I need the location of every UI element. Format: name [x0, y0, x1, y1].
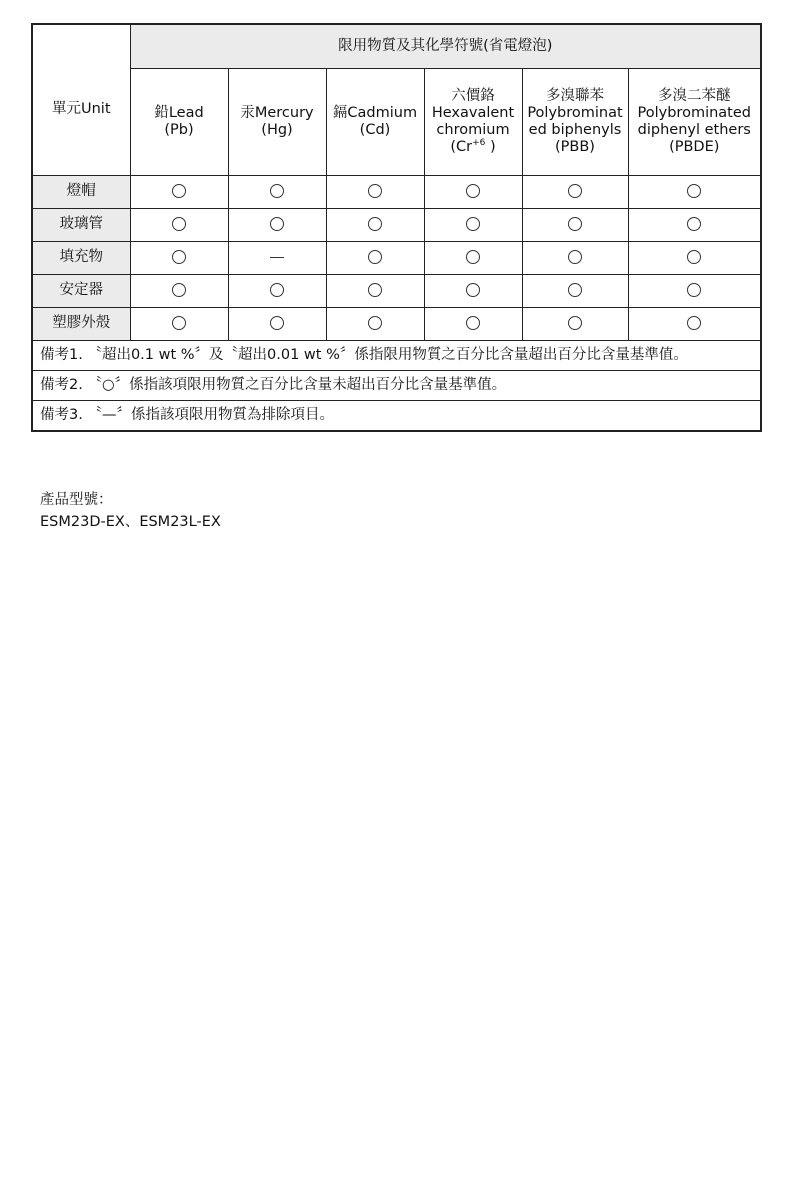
table-body	[32, 175, 761, 340]
column-header-lead: 鉛Lead (Pb)	[130, 68, 228, 175]
dash-mark	[270, 257, 284, 258]
value-cell	[522, 241, 628, 274]
table-row	[32, 175, 761, 208]
circle-mark	[466, 316, 480, 330]
circle-mark	[466, 184, 480, 198]
product-model-numbers: ESM23D-EX、ESM23L-EX	[40, 514, 221, 530]
circle-mark	[172, 184, 186, 198]
column-header-pbde: 多溴二苯醚 Polybrominated diphenyl ethers (PBDE)	[628, 68, 761, 175]
value-cell	[228, 274, 326, 307]
value-cell	[130, 274, 228, 307]
circle-mark	[172, 316, 186, 330]
value-cell	[228, 175, 326, 208]
table-row	[32, 307, 761, 340]
circle-mark	[172, 283, 186, 297]
circle-mark	[368, 250, 382, 264]
value-cell	[228, 208, 326, 241]
value-cell	[628, 274, 761, 307]
value-cell	[130, 208, 228, 241]
restricted-substances-table	[31, 23, 762, 432]
circle-mark	[270, 316, 284, 330]
circle-mark	[687, 250, 701, 264]
value-cell	[424, 241, 522, 274]
value-cell	[424, 208, 522, 241]
value-cell	[326, 274, 424, 307]
note-3: 備考3. 〝—〞係指該項限用物質為排除項目。	[32, 400, 761, 431]
value-cell	[628, 208, 761, 241]
value-cell	[522, 307, 628, 340]
circle-mark	[368, 184, 382, 198]
circle-mark	[172, 250, 186, 264]
circle-mark	[270, 217, 284, 231]
product-model-label: 產品型號：	[40, 492, 113, 508]
value-cell	[628, 241, 761, 274]
value-cell	[628, 307, 761, 340]
column-header-cadmium: 鎘Cadmium (Cd)	[326, 68, 424, 175]
circle-mark	[270, 184, 284, 198]
value-cell	[522, 208, 628, 241]
value-cell	[326, 307, 424, 340]
circle-mark	[568, 316, 582, 330]
unit-cell: 安定器	[32, 274, 130, 307]
note-1: 備考1. 〝超出0.1 wt %〞及〝超出0.01 wt %〞係指限用物質之百分比含量超出百分比含量基準值。	[32, 340, 761, 370]
note-2: 備考2. 〝○〞係指該項限用物質之百分比含量未超出百分比含量基準值。	[32, 370, 761, 400]
circle-mark	[270, 283, 284, 297]
unit-cell: 燈帽	[32, 175, 130, 208]
table-row	[32, 274, 761, 307]
value-cell	[424, 307, 522, 340]
circle-mark	[368, 283, 382, 297]
product-model-block	[40, 489, 221, 533]
value-cell	[424, 175, 522, 208]
value-cell	[130, 241, 228, 274]
column-header-chromium: 六價鉻 Hexavalent chromium ($Cr^{+6}$ )	[424, 68, 522, 175]
rohs-declaration	[31, 23, 760, 432]
unit-header: 單元Unit	[32, 24, 130, 175]
circle-mark	[368, 316, 382, 330]
circle-mark	[568, 184, 582, 198]
substances-group-header: 限用物質及其化學符號(省電燈泡)	[130, 24, 761, 68]
circle-mark	[687, 283, 701, 297]
column-header-pbb: 多溴聯苯 Polybrominat ed biphenyls (PBB)	[522, 68, 628, 175]
value-cell	[130, 307, 228, 340]
unit-cell: 填充物	[32, 241, 130, 274]
circle-mark	[466, 283, 480, 297]
circle-mark	[466, 217, 480, 231]
circle-mark	[568, 283, 582, 297]
value-cell	[130, 175, 228, 208]
circle-mark	[687, 217, 701, 231]
value-cell	[424, 274, 522, 307]
value-cell	[228, 241, 326, 274]
circle-mark	[172, 217, 186, 231]
circle-mark	[368, 217, 382, 231]
circle-mark	[687, 316, 701, 330]
value-cell	[522, 274, 628, 307]
table-row	[32, 208, 761, 241]
circle-mark	[568, 217, 582, 231]
value-cell	[326, 208, 424, 241]
circle-mark	[466, 250, 480, 264]
value-cell	[326, 175, 424, 208]
circle-mark	[568, 250, 582, 264]
column-header-mercury: 汞Mercury (Hg)	[228, 68, 326, 175]
value-cell	[228, 307, 326, 340]
unit-cell: 玻璃管	[32, 208, 130, 241]
unit-cell: 塑膠外殼	[32, 307, 130, 340]
value-cell	[326, 241, 424, 274]
circle-mark	[687, 184, 701, 198]
value-cell	[522, 175, 628, 208]
table-row	[32, 241, 761, 274]
value-cell	[628, 175, 761, 208]
